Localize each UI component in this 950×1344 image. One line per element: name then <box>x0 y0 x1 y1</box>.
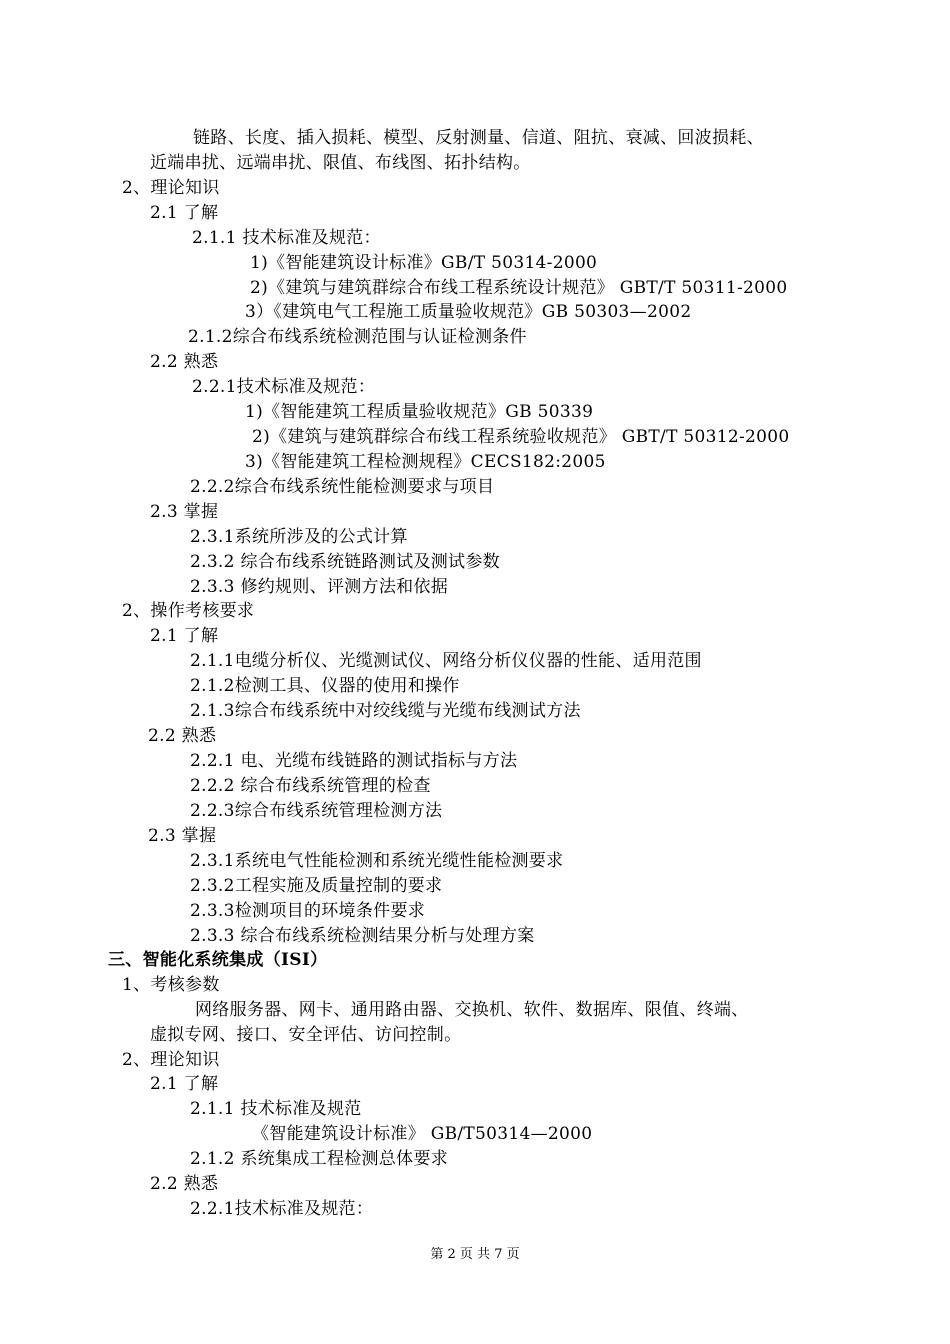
text-line: 2.2.2综合布线系统性能检测要求与项目 <box>190 477 495 497</box>
text-line: 近端串扰、远端串扰、限值、布线图、拓扑结构。 <box>150 153 531 173</box>
text-line: 2.1.3综合布线系统中对绞线缆与光缆布线测试方法 <box>190 701 581 721</box>
text-line: 2.3.2工程实施及质量控制的要求 <box>190 876 443 896</box>
section-heading: 2、操作考核要求 <box>122 601 255 621</box>
text-line: 2.3.2 综合布线系统链路测试及测试参数 <box>190 552 500 572</box>
text-line: 2.3.1系统电气性能检测和系统光缆性能检测要求 <box>190 851 564 871</box>
text-line: 2.3.3 修约规则、评测方法和依据 <box>190 577 449 597</box>
list-item: 2)《建筑与建筑群综合布线工程系统设计规范》 GBT/T 50311-2000 <box>250 278 788 298</box>
text-line: 2.1.2检测工具、仪器的使用和操作 <box>190 676 460 696</box>
list-item: 1)《智能建筑工程质量验收规范》GB 50339 <box>245 402 594 422</box>
text-line: 2.1.2 系统集成工程检测总体要求 <box>190 1149 449 1169</box>
text-line: 2.1.1 技术标准及规范 <box>190 1099 362 1119</box>
text-line: 2.1.2综合布线系统检测范围与认证检测条件 <box>188 327 527 347</box>
subsection-heading: 2.1 了解 <box>150 626 219 646</box>
text-line: 2.2.3综合布线系统管理检测方法 <box>190 801 443 821</box>
list-item: 《智能建筑设计标准》 GB/T50314—2000 <box>252 1124 593 1144</box>
section-heading: 2、理论知识 <box>122 1050 220 1070</box>
text-line: 2.1.1电缆分析仪、光缆测试仪、网络分析仪仪器的性能、适用范围 <box>190 651 702 671</box>
page-footer: 第 2 页 共 7 页 <box>430 1247 520 1262</box>
subsection-heading: 2.2 熟悉 <box>150 352 219 372</box>
list-item: 1)《智能建筑设计标准》GB/T 50314-2000 <box>250 253 598 273</box>
list-item: 2)《建筑与建筑群综合布线工程系统验收规范》 GBT/T 50312-2000 <box>252 427 790 447</box>
text-line: 2.3.3检测项目的环境条件要求 <box>190 901 426 921</box>
text-line: 2.3.3 综合布线系统检测结果分析与处理方案 <box>190 926 535 946</box>
text-line: 2.3.1系统所涉及的公式计算 <box>190 527 408 547</box>
section-heading: 1、考核参数 <box>122 975 220 995</box>
text-line: 2.2.1技术标准及规范： <box>190 1199 374 1219</box>
text-line: 2.1.1 技术标准及规范： <box>192 228 381 248</box>
subsection-heading: 2.1 了解 <box>150 1074 219 1094</box>
text-line: 2.2.2 综合布线系统管理的检查 <box>190 776 431 796</box>
text-line: 虚拟专网、接口、安全评估、访问控制。 <box>150 1025 462 1045</box>
chapter-heading: 三、智能化系统集成（ISI） <box>108 950 328 970</box>
section-heading: 2、理论知识 <box>122 178 220 198</box>
text-line: 网络服务器、网卡、通用路由器、交换机、软件、数据库、限值、终端、 <box>195 1000 749 1020</box>
text-line: 2.2.1技术标准及规范： <box>192 377 376 397</box>
list-item: 3）《建筑电气工程施工质量验收规范》GB 50303—2002 <box>245 302 692 322</box>
list-item: 3)《智能建筑工程检测规程》CECS182:2005 <box>245 452 606 472</box>
subsection-heading: 2.1 了解 <box>150 203 219 223</box>
subsection-heading: 2.3 掌握 <box>150 502 219 522</box>
subsection-heading: 2.3 掌握 <box>148 826 217 846</box>
subsection-heading: 2.2 熟悉 <box>150 1174 219 1194</box>
text-line: 2.2.1 电、光缆布线链路的测试指标与方法 <box>190 751 518 771</box>
subsection-heading: 2.2 熟悉 <box>148 726 217 746</box>
text-line: 链路、长度、插入损耗、模型、反射测量、信道、阻抗、衰减、回波损耗、 <box>193 128 764 148</box>
